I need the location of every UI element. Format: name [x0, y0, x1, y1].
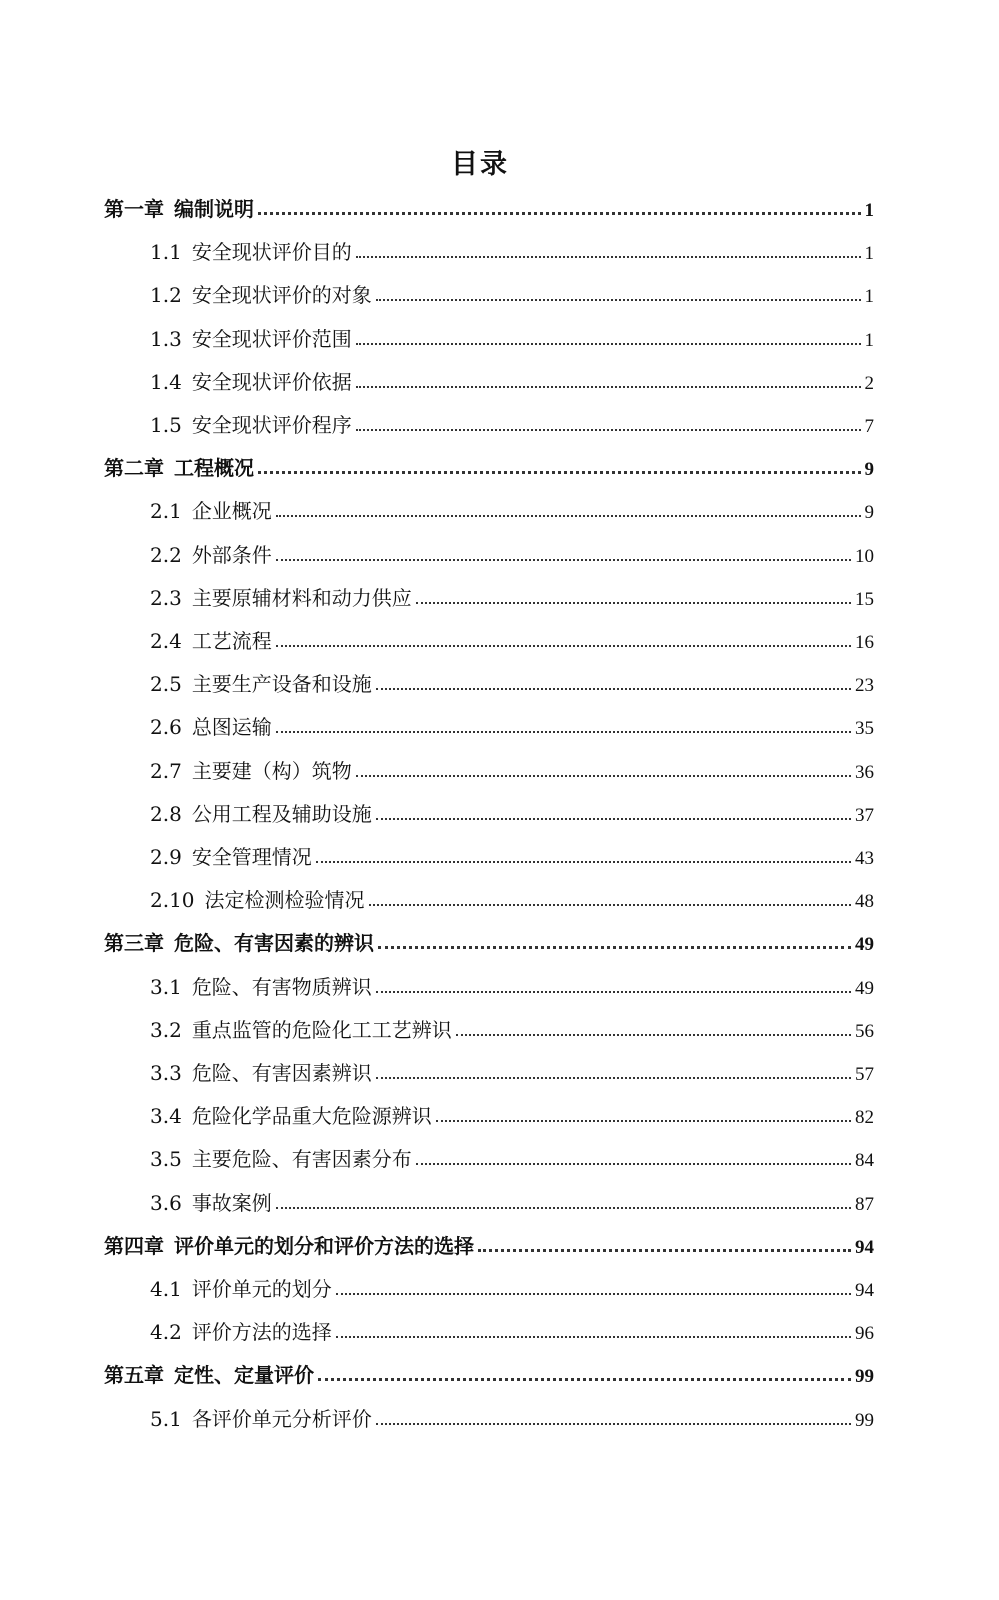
- toc-page-number: 87: [855, 1193, 874, 1215]
- dot-leader: [336, 1336, 851, 1338]
- toc-page-number: 57: [855, 1064, 874, 1085]
- toc-entry-label: [150, 409, 354, 438]
- toc-section-entry[interactable]: [150, 1400, 874, 1432]
- dot-leader: [416, 1163, 851, 1165]
- toc-entry-number: 2.10: [150, 888, 195, 913]
- toc-entry-number: 2.4: [150, 629, 182, 653]
- toc-section-entry[interactable]: [150, 838, 874, 870]
- dot-leader: [376, 818, 851, 820]
- dot-leader: [356, 343, 861, 345]
- dot-leader: [436, 1120, 851, 1122]
- dot-leader: [276, 559, 851, 561]
- toc-section-entry[interactable]: [150, 1184, 874, 1216]
- toc-section-entry[interactable]: [150, 1097, 874, 1129]
- dot-leader: [376, 688, 851, 690]
- toc-page-number: 56: [855, 1020, 874, 1042]
- toc-entry-text: 危险化学品重大危险源辨识: [191, 1104, 432, 1129]
- toc-entry-number: 3.2: [150, 1017, 182, 1042]
- toc-page-number: 49: [855, 977, 874, 999]
- dot-leader: [258, 471, 861, 474]
- dot-leader: [378, 946, 851, 949]
- toc-entry-number: 1.4: [150, 369, 182, 394]
- toc-page-number: 35: [855, 718, 874, 740]
- toc-page-number: 1: [864, 286, 874, 308]
- toc-entry-number: 2.8: [150, 801, 182, 826]
- dot-leader: [276, 515, 861, 517]
- toc-entry-label: [150, 1057, 374, 1086]
- toc-page-number: 49: [855, 934, 874, 956]
- toc-page-number: 16: [855, 632, 874, 653]
- toc-section-entry[interactable]: [150, 233, 874, 265]
- toc-section-entry[interactable]: [150, 622, 874, 654]
- toc-entry-number: 2.1: [150, 499, 182, 524]
- toc-chapter-entry[interactable]: [104, 190, 874, 222]
- toc-page-number: 1: [864, 243, 874, 265]
- toc-entry-label: [150, 582, 414, 611]
- dot-leader: [276, 731, 851, 733]
- toc-entry-text: 法定检测检验情况: [204, 888, 365, 913]
- toc-entry-number: 2.2: [150, 542, 182, 567]
- toc-entry-number: 1.1: [150, 240, 182, 265]
- toc-entry-text: 危险、有害因素的辨识: [174, 931, 374, 956]
- toc-entry-label: [104, 193, 256, 222]
- toc-section-entry[interactable]: [150, 1011, 874, 1043]
- toc-section-entry[interactable]: [150, 795, 874, 827]
- toc-entry-number: 2.9: [150, 845, 182, 869]
- toc-entry-label: [150, 798, 374, 827]
- toc-section-entry[interactable]: [150, 968, 874, 1000]
- toc-entry-text: 评价方法的选择: [191, 1320, 332, 1345]
- toc-page-number: 48: [855, 891, 874, 913]
- toc-page-number: 9: [864, 502, 874, 524]
- toc-entry-label: [150, 1100, 434, 1129]
- toc-section-entry[interactable]: [150, 665, 874, 697]
- dot-leader: [416, 602, 851, 604]
- toc-entry-number: 5.1: [150, 1406, 182, 1431]
- toc-entry-number: 1.2: [150, 283, 182, 308]
- toc-section-entry[interactable]: [150, 492, 874, 524]
- toc-entry-number: 4.2: [150, 1320, 182, 1345]
- toc-entry-number: 3.6: [150, 1190, 182, 1215]
- toc-entry-label: [150, 884, 367, 913]
- dot-leader: [336, 1293, 851, 1295]
- toc-entry-label: [150, 539, 274, 568]
- toc-entry-label: [150, 841, 314, 870]
- dot-leader: [356, 429, 861, 431]
- toc-entry-text: 危险、有害物质辨识: [191, 974, 372, 999]
- toc-entry-label: [150, 495, 274, 524]
- toc-entry-number: 第一章: [104, 197, 164, 221]
- toc-entry-number: 3.1: [150, 974, 182, 999]
- toc-entry-text: 工程概况: [174, 456, 254, 481]
- toc-entry-text: 重点监管的危险化工工艺辨识: [191, 1017, 452, 1042]
- toc-entry-text: 主要生产设备和设施: [191, 672, 372, 697]
- dot-leader: [478, 1249, 851, 1252]
- toc-section-entry[interactable]: [150, 536, 874, 568]
- toc-entry-label: [150, 1316, 334, 1345]
- toc-entry-label: [104, 927, 376, 956]
- dot-leader: [356, 775, 851, 777]
- toc-entry-text: 企业概况: [191, 499, 272, 524]
- toc-entry-label: [150, 755, 354, 784]
- dot-leader: [276, 1207, 851, 1209]
- toc-entry-label: [150, 971, 374, 1000]
- toc-page-number: 1: [864, 329, 874, 351]
- toc-section-entry[interactable]: [150, 881, 874, 913]
- toc-entry-text: 总图运输: [191, 715, 272, 740]
- toc-page-number: 84: [855, 1150, 874, 1172]
- toc-entry-number: 2.5: [150, 672, 182, 697]
- dot-leader: [376, 1077, 851, 1079]
- toc-entry-label: [150, 323, 354, 352]
- toc-entry-text: 编制说明: [174, 197, 254, 221]
- toc-entry-text: 工艺流程: [191, 629, 272, 653]
- toc-entry-text: 各评价单元分析评价: [191, 1406, 372, 1431]
- dot-leader: [376, 299, 861, 301]
- toc-entry-number: 3.4: [150, 1104, 182, 1129]
- toc-entry-text: 安全现状评价依据: [191, 369, 352, 394]
- toc-page-number: 37: [855, 804, 874, 826]
- toc-entry-label: [150, 711, 274, 740]
- toc-section-entry[interactable]: [150, 1270, 874, 1302]
- toc-entry-label: [150, 366, 354, 395]
- toc-section-entry[interactable]: [150, 1313, 874, 1345]
- toc-chapter-entry[interactable]: [104, 449, 874, 481]
- toc-page-number: 94: [855, 1236, 874, 1258]
- toc-entry-text: 评价单元的划分和评价方法的选择: [174, 1233, 474, 1258]
- toc-entry-text: 安全管理情况: [191, 845, 312, 869]
- toc-entry-number: 第五章: [104, 1363, 164, 1388]
- toc-section-entry[interactable]: [150, 1054, 874, 1086]
- dot-leader: [276, 645, 851, 647]
- toc-title: 目录: [451, 149, 509, 180]
- toc-entry-label: [104, 1230, 476, 1259]
- toc-entry-text: 危险、有害因素辨识: [191, 1061, 372, 1085]
- toc-entry-number: 1.3: [150, 326, 182, 351]
- toc-section-entry[interactable]: [150, 363, 874, 395]
- toc-page-number: 23: [855, 675, 874, 697]
- toc-section-entry[interactable]: [150, 1140, 874, 1172]
- dot-leader: [316, 861, 851, 863]
- toc-page-number: 1: [864, 200, 874, 221]
- toc-page-number: 43: [855, 848, 874, 869]
- toc-entry-label: [150, 236, 354, 265]
- toc-entry-number: 1.5: [150, 413, 182, 437]
- toc-entry-text: 事故案例: [191, 1190, 272, 1215]
- dot-leader: [258, 212, 861, 215]
- dot-leader: [376, 1423, 851, 1425]
- toc-chapter-entry[interactable]: [104, 1227, 874, 1259]
- toc-page-number: 99: [855, 1409, 874, 1431]
- toc-entry-text: 主要原辅材料和动力供应: [191, 585, 412, 610]
- toc-entry-label: [104, 1359, 316, 1388]
- dot-leader: [456, 1034, 851, 1036]
- toc-section-entry[interactable]: [150, 752, 874, 784]
- toc-entry-number: 第四章: [104, 1233, 164, 1258]
- dot-leader: [376, 991, 851, 993]
- dot-leader: [369, 904, 851, 906]
- toc-entry-label: [104, 452, 256, 481]
- toc-entry-text: 评价单元的划分: [191, 1277, 332, 1301]
- toc-page-number: 36: [855, 761, 874, 783]
- toc-entry-text: 安全现状评价程序: [191, 413, 352, 437]
- toc-page-number: 2: [864, 372, 874, 394]
- toc-entry-label: [150, 1143, 414, 1172]
- toc-entry-text: 定性、定量评价: [174, 1363, 314, 1388]
- toc-entry-number: 第二章: [104, 456, 164, 481]
- toc-section-entry[interactable]: [150, 708, 874, 740]
- toc-entry-text: 主要危险、有害因素分布: [191, 1147, 412, 1172]
- toc-entry-text: 外部条件: [191, 542, 272, 567]
- toc-entry-text: 安全现状评价目的: [191, 240, 352, 265]
- toc-section-entry[interactable]: [150, 579, 874, 611]
- toc-section-entry[interactable]: [150, 406, 874, 438]
- toc-page-number: 99: [855, 1366, 874, 1388]
- toc-entry-number: 第三章: [104, 931, 164, 956]
- toc-chapter-entry[interactable]: [104, 924, 874, 956]
- toc-chapter-entry[interactable]: [104, 1356, 874, 1388]
- toc-entry-number: 2.3: [150, 585, 182, 610]
- toc-page-number: 10: [855, 545, 874, 567]
- dot-leader: [318, 1378, 851, 1381]
- toc-entry-number: 3.3: [150, 1061, 182, 1085]
- toc-entry-number: 3.5: [150, 1147, 182, 1172]
- toc-page-number: 82: [855, 1107, 874, 1129]
- dot-leader: [356, 256, 861, 258]
- toc-page-number: 94: [855, 1280, 874, 1301]
- toc-entry-label: [150, 279, 374, 308]
- toc-page-number: 15: [855, 588, 874, 610]
- toc-entry-number: 4.1: [150, 1277, 182, 1301]
- toc-entry-label: [150, 668, 374, 697]
- toc-page-number: 96: [855, 1323, 874, 1345]
- toc-entry-label: [150, 1014, 454, 1043]
- toc-section-entry[interactable]: [150, 320, 874, 352]
- toc-entry-label: [150, 1403, 374, 1432]
- toc-entry-label: [150, 625, 274, 654]
- toc-entry-text: 公用工程及辅助设施: [191, 801, 372, 826]
- toc-entry-text: 主要建（构）筑物: [191, 758, 352, 783]
- toc-entry-label: [150, 1273, 334, 1302]
- toc-entry-text: 安全现状评价范围: [191, 326, 352, 351]
- toc-entry-text: 安全现状评价的对象: [191, 283, 372, 308]
- toc-entry-number: 2.7: [150, 758, 182, 783]
- toc-page-number: 9: [864, 459, 874, 481]
- dot-leader: [356, 386, 861, 388]
- toc-section-entry[interactable]: [150, 276, 874, 308]
- toc-page-number: 7: [864, 416, 874, 437]
- toc-entry-label: [150, 1187, 274, 1216]
- toc-entry-number: 2.6: [150, 715, 182, 740]
